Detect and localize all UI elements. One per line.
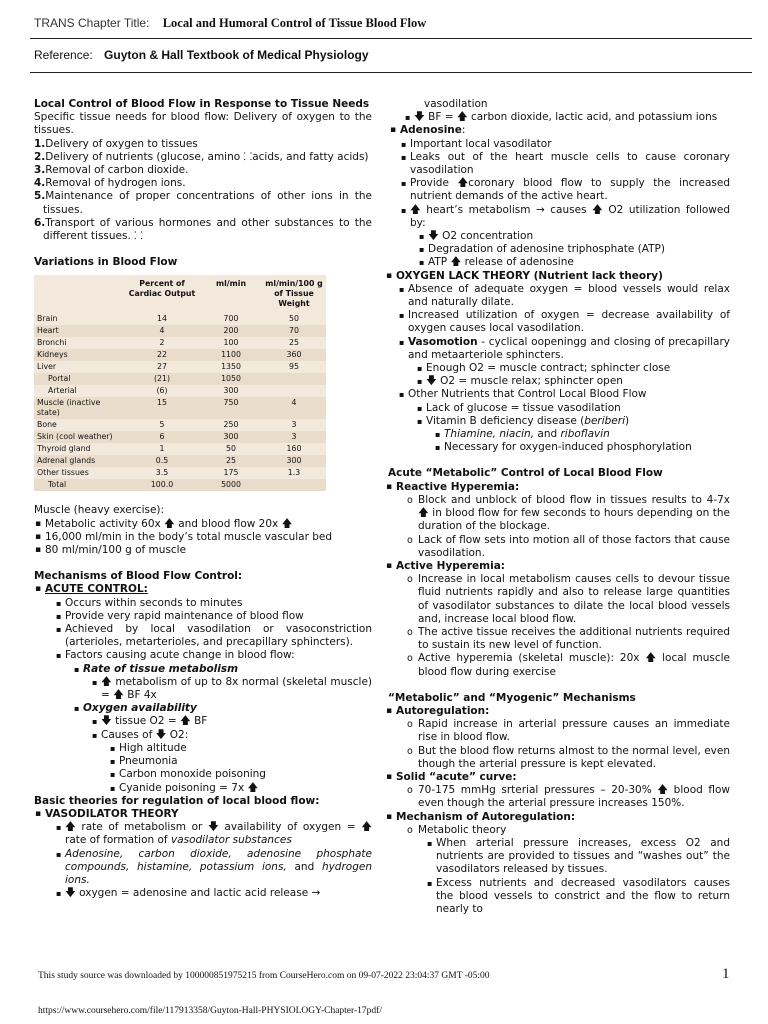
mechanisms-list	[34, 583, 372, 794]
list-item: ▪ Adenosine, carbon dioxide, adenosine phosphate compounds, histamine, potassium ions, and hydrogen ions.	[65, 848, 372, 888]
list-item: ▪ Pneumonia	[119, 755, 372, 768]
section-heading-variations: Variations in Blood Flow	[34, 256, 178, 269]
list-item: ▪ Adenosine: ▪ Important local vasodilator ▪ Leaks out of the heart muscle cells to cause coronary vasodilation ▪ Provide 🡅coronary blood flow to supply the increased nutrient demands of the active heart. ▪ 🡅 heart’s metabolism → causes 🡅 O2 utilization followed by: ▪ 🡇 O2 concentration ▪ Degradation of adenosine triphosphate (ATP) ▪ ATP 🡅 release of adenosine	[400, 124, 730, 269]
table-cell: 1100	[221, 350, 241, 360]
autoregulation-list	[388, 705, 730, 916]
table-cell: Portal	[48, 374, 71, 384]
list-item: ▪ High altitude	[119, 742, 372, 755]
list-item: ▪ Solid “acute” curve: o 70-175 mmHg srterial pressures – 20-30% 🡅 blood flow even though the arterial pressure increases 150%.	[396, 771, 730, 811]
table-cell: 70	[289, 326, 299, 336]
table-row	[34, 479, 326, 491]
chapter-title-row	[34, 16, 426, 31]
table-cell: (6)	[156, 386, 168, 396]
table-cell: 750	[223, 398, 239, 408]
left-column	[34, 98, 372, 900]
list-item: ▪ Metabolic activity 60x 🡅 and blood flow 20x 🡅	[45, 518, 372, 531]
table-cell: (21)	[153, 374, 170, 384]
list-item: ▪ 🡇 oxygen = adenosine and lactic acid release →	[65, 887, 372, 900]
download-source-note: This study source was downloaded by 100000851975215 from CourseHero.com on 09-07-2022 23:04:37 GMT -05:00	[38, 971, 490, 981]
table-cell: 3.5	[155, 468, 169, 478]
table-header: Percent of Cardiac Output	[128, 279, 196, 299]
list-item: ▪ 🡇 tissue O2 = 🡅 BF	[101, 715, 372, 728]
table-cell: 250	[223, 420, 239, 430]
list-item: ▪ Occurs within seconds to minutes	[65, 597, 372, 610]
list-item: ▪ Excess nutrients and decreased vasodilators causes the blood vessels to constrict and the flow to return nearly to	[436, 877, 730, 917]
table-row	[34, 373, 326, 385]
list-item: ▪ Vasomotion - cyclical oopeningg and closing of precapillary and metaarteriole sphincters. ▪ Enough O2 = muscle contract; sphincter close ▪ 🡇 O2 = muscle relax; sphincter open	[408, 336, 730, 389]
list-item: o Rapid increase in arterial pressure causes an immediate rise in blood flow.	[418, 718, 730, 744]
table-cell: Arterial	[48, 386, 77, 396]
muscle-heading: Muscle (heavy exercise):	[34, 504, 165, 517]
table-cell: 0.5	[155, 456, 169, 466]
reference-divider	[30, 72, 752, 73]
table-cell: 15	[157, 398, 167, 408]
table-cell: Muscle (inactive state)	[37, 398, 101, 418]
reference-row	[34, 48, 369, 62]
section-heading-local-control: Local Control of Blood Flow in Response to Tissue Needs	[34, 98, 370, 110]
table-header: ml/min	[216, 279, 246, 289]
reference-value: Guyton & Hall Textbook of Medical Physiology	[104, 48, 369, 62]
theories-list	[34, 808, 372, 900]
list-item: o Increase in local metabolism causes cells to devour tissue fluid nutrients rapidly and also to release large quantities of vasodilator substances to dilate the local blood vessels and, increase local blood flow.	[418, 573, 730, 626]
section-heading-mechanisms: Mechanisms of Blood Flow Control:	[34, 570, 243, 583]
list-item: ▪ Mechanism of Autoregulation: o Metabolic theory ▪ When arterial pressure increases, excess O2 and nutrients are provided to tissues and “washes out” the vasodilators released by tissues. ▪ Excess nutrients and decreased vasodilators causes the blood vessels to constrict and the flow to return nearly to	[396, 811, 730, 917]
continued-text: vasodilation	[424, 98, 488, 110]
chapter-title: Local and Humoral Control of Tissue Blood Flow	[162, 16, 427, 30]
table-cell: 1350	[221, 362, 241, 372]
list-item: ▪ 🡇 O2 = muscle relax; sphincter open	[426, 375, 730, 388]
list-item: ▪ Oxygen availability ▪ 🡇 tissue O2 = 🡅 BF ▪ Causes of 🡇 O2: ▪ High altitude ▪ Pneumonia ▪ Carbon monoxide poisoning ▪ Cyanide poisoning = 7x 🡅	[83, 702, 372, 794]
table-cell: Other tissues	[37, 468, 89, 478]
hyperemia-list	[388, 481, 730, 679]
list-item: ▪ Necessary for oxygen-induced phosphorylation	[444, 441, 730, 454]
header-divider	[30, 38, 752, 39]
table-row	[34, 443, 326, 455]
list-item: ▪ Lack of glucose = tissue vasodilation	[426, 402, 730, 415]
table-cell: 27	[157, 362, 167, 372]
table-cell: 700	[223, 314, 239, 324]
table-cell: 14	[157, 314, 167, 324]
list-item: o The active tissue receives the additional nutrients required to sustain its new level of function.	[418, 626, 730, 652]
reference-label: Reference:	[34, 48, 93, 62]
table-row	[34, 397, 326, 419]
section-heading-acute-metabolic: Acute “Metabolic” Control of Local Blood Flow	[388, 467, 663, 480]
list-item: o Metabolic theory ▪ When arterial pressure increases, excess O2 and nutrients are provided to tissues and “washes out” the vasodilators released by tissues. ▪ Excess nutrients and decreased vasodilators causes the blood vessels to constrict and the flow to return nearly to	[418, 824, 730, 916]
table-row	[34, 431, 326, 443]
list-item: ▪ OXYGEN LACK THEORY (Nutrient lack theory) ▪ Absence of adequate oxygen = blood vessels would relax and naturally dilate. ▪ Increased utilization of oxygen = decrease availability of oxygen causes local vasodilation. ▪ Vasomotion - cyclical oopeningg and closing of precapillary and metaarteriole sphincters. ▪ Enough O2 = muscle contract; sphincter close ▪ 🡇 O2 = muscle relax; sphincter open ▪ Other Nutrients that Control Local Blood Flow ▪ Lack of glucose = tissue vasodilation ▪ Vitamin B deficiency disease (beriberi) ▪ Thiamine, niacin, and riboflavin ▪ Necessary for oxygen-induced phosphorylation	[396, 270, 730, 455]
page-number: 1	[722, 966, 730, 982]
list-item: 2.Delivery of nutrients (glucose, amino ⸬acids, and fatty acids)	[34, 150, 369, 163]
table-row	[34, 361, 326, 373]
table-row	[34, 313, 326, 325]
table-row	[34, 467, 326, 479]
table-row	[34, 349, 326, 361]
list-item: 1.Delivery of oxygen to tissues	[34, 137, 198, 150]
table-cell: Kidneys	[37, 350, 68, 360]
list-item: ▪ Leaks out of the heart muscle cells to cause coronary vasodilation	[410, 151, 730, 177]
section-heading-theories: Basic theories for regulation of local blood flow:	[34, 794, 320, 807]
table-row	[34, 455, 326, 467]
list-item: ▪ Factors causing acute change in blood flow: ▪ Rate of tissue metabolism ▪ 🡅 metabolism of up to 8x normal (skeletal muscle) = 🡅 BF 4x ▪ Oxygen availability ▪ 🡇 tissue O2 = 🡅 BF ▪ Causes of 🡇 O2: ▪ High altitude ▪ Pneumonia ▪ Carbon monoxide poisoning ▪ Cyanide poisoning = 7x 🡅	[65, 649, 372, 794]
table-cell: 160	[286, 444, 302, 454]
oxygen-lack-list	[388, 270, 730, 455]
list-item: ▪ Carbon monoxide poisoning	[119, 768, 372, 781]
right-column	[388, 98, 730, 916]
table-cell: 100	[223, 338, 239, 348]
list-item: ▪ ACUTE CONTROL: ▪ Occurs within seconds to minutes ▪ Provide very rapid maintenance of blood flow ▪ Achieved by local vasodilation or vasoconstriction (arterioles, metarterioles, and precapillary sphincters). ▪ Factors causing acute change in blood flow: ▪ Rate of tissue metabolism ▪ 🡅 metabolism of up to 8x normal (skeletal muscle) = 🡅 BF 4x ▪ Oxygen availability ▪ 🡇 tissue O2 = 🡅 BF ▪ Causes of 🡇 O2: ▪ High altitude ▪ Pneumonia ▪ Carbon monoxide poisoning ▪ Cyanide poisoning = 7x 🡅	[45, 583, 372, 794]
table-row	[34, 385, 326, 397]
list-item: ▪ 🡅 rate of metabolism or 🡇 availability of oxygen = 🡅 rate of formation of vasodilator substances	[65, 821, 372, 847]
table-cell: 50	[226, 444, 236, 454]
intro-paragraph: Specific tissue needs for blood flow: Delivery of oxygen to the tissues.	[34, 111, 372, 137]
source-url[interactable]: https://www.coursehero.com/file/117913358/Guyton-Hall-PHYSIOLOGY-Chapter-17pdf/	[38, 1006, 382, 1016]
table-cell: Total	[48, 480, 67, 490]
table-cell: 4	[291, 398, 297, 408]
list-item: ▪ Causes of 🡇 O2: ▪ High altitude ▪ Pneumonia ▪ Carbon monoxide poisoning ▪ Cyanide poisoning = 7x 🡅	[101, 729, 372, 795]
table-cell: 50	[289, 314, 299, 324]
list-item: ▪ ATP 🡅 release of adenosine	[428, 256, 730, 269]
list-item: ▪ 🡅 heart’s metabolism → causes 🡅 O2 utilization followed by: ▪ 🡇 O2 concentration ▪ Degradation of adenosine triphosphate (ATP) ▪ ATP 🡅 release of adenosine	[410, 204, 730, 270]
table-cell: 100.0	[150, 480, 174, 490]
table-cell: 2	[159, 338, 165, 348]
table-cell: 300	[223, 432, 239, 442]
table-cell: 300	[286, 456, 302, 466]
list-item: ▪ 80 ml/min/100 g of muscle	[45, 544, 372, 557]
list-item: ▪ Autoregulation: o Rapid increase in arterial pressure causes an immediate rise in blood flow. o But the blood flow returns almost to the normal level, even though the arterial pressure is kept elevated.	[396, 705, 730, 771]
bf-list	[388, 111, 730, 124]
list-item: ▪ Other Nutrients that Control Local Blood Flow ▪ Lack of glucose = tissue vasodilation ▪ Vitamin B deficiency disease (beriberi) ▪ Thiamine, niacin, and riboflavin ▪ Necessary for oxygen-induced phosphorylation	[408, 388, 730, 454]
table-cell: 5000	[221, 480, 241, 490]
list-item: ▪ Active Hyperemia: o Increase in local metabolism causes cells to devour tissue fluid nutrients rapidly and also to release large quantities of vasodilator substances to dilate the local blood vessels and, increase local blood flow. o The active tissue receives the additional nutrients required to sustain its new level of function. o Active hyperemia (skeletal muscle): 20x 🡅 local muscle blood flow during exercise	[396, 560, 730, 679]
table-cell	[262, 385, 326, 397]
table-cell: Heart	[37, 326, 59, 336]
list-item: ▪ 16,000 ml/min in the body’s total muscle vascular bed	[45, 531, 372, 544]
list-item: ▪ Degradation of adenosine triphosphate (ATP)	[428, 243, 730, 256]
table-cell: 1050	[221, 374, 241, 384]
table-header	[34, 275, 124, 313]
table-cell: Skin (cool weather)	[37, 432, 113, 442]
table-cell: 95	[289, 362, 299, 372]
list-item: ▪ 🡇 O2 concentration	[428, 230, 730, 243]
table-cell: 6	[159, 432, 165, 442]
blood-flow-table	[34, 275, 326, 491]
list-item: o But the blood flow returns almost to the normal level, even though the arterial pressure is kept elevated.	[418, 745, 730, 771]
table-cell: Thyroid gland	[37, 444, 91, 454]
table-cell: 360	[286, 350, 302, 360]
table-cell: 22	[157, 350, 167, 360]
table-header-row	[34, 275, 326, 313]
list-item: 4.Removal of hydrogen ions.	[34, 177, 186, 190]
table-cell: 3	[291, 420, 297, 430]
list-item: ▪ Important local vasodilator	[410, 138, 730, 151]
table-row	[34, 337, 326, 349]
table-cell: Brain	[37, 314, 58, 324]
list-item: o Active hyperemia (skeletal muscle): 20x 🡅 local muscle blood flow during exercise	[418, 652, 730, 678]
list-item: ▪ Enough O2 = muscle contract; sphincter close	[426, 362, 730, 375]
needs-list	[34, 138, 372, 244]
table-cell: Liver	[37, 362, 57, 372]
list-item: o Block and unblock of blood flow in tissues results to 4-7x 🡅 in blood flow for few seconds to hours depending on the duration of the blockage.	[418, 494, 730, 534]
table-cell: 175	[223, 468, 239, 478]
list-item: ▪ Vitamin B deficiency disease (beriberi) ▪ Thiamine, niacin, and riboflavin ▪ Necessary for oxygen-induced phosphorylation	[426, 415, 730, 455]
list-item: 3.Removal of carbon dioxide.	[34, 164, 189, 177]
list-item: ▪ VASODILATOR THEORY ▪ 🡅 rate of metabolism or 🡇 availability of oxygen = 🡅 rate of formation of vasodilator substances ▪ Adenosine, carbon dioxide, adenosine phosphate compounds, histamine, potassium ions, and hydrogen ions. ▪ 🡇 oxygen = adenosine and lactic acid release →	[45, 808, 372, 900]
list-item: ▪ 🡇 BF = 🡅 carbon dioxide, lactic acid, and potassium ions	[414, 111, 730, 124]
adenosine-list	[388, 124, 730, 269]
list-item: ▪ When arterial pressure increases, excess O2 and nutrients are provided to tissues and “washes out” the vasodilators released by tissues.	[436, 837, 730, 877]
list-item: ▪ Achieved by local vasodilation or vasoconstriction (arterioles, metarterioles, and precapillary sphincters).	[65, 623, 372, 649]
list-item: o 70-175 mmHg srterial pressures – 20-30% 🡅 blood flow even though the arterial pressure increases 150%.	[418, 784, 730, 810]
list-item: ▪ Reactive Hyperemia: o Block and unblock of blood flow in tissues results to 4-7x 🡅 in blood flow for few seconds to hours depending on the duration of the blockage. o Lack of flow sets into motion all of those factors that cause vasodilation.	[396, 481, 730, 560]
table-cell: 200	[223, 326, 239, 336]
table-row	[34, 325, 326, 337]
chapter-title-label: TRANS Chapter Title:	[34, 16, 150, 30]
table-cell	[262, 373, 326, 385]
list-item: ▪ Thiamine, niacin, and riboflavin	[444, 428, 730, 441]
list-item: ▪ Provide very rapid maintenance of blood flow	[65, 610, 372, 623]
list-item: ▪ Increased utilization of oxygen = decrease availability of oxygen causes local vasodilation.	[408, 309, 730, 335]
table-cell: 3	[291, 432, 297, 442]
table-cell: 4	[159, 326, 165, 336]
list-item: ▪ Absence of adequate oxygen = blood vessels would relax and naturally dilate.	[408, 283, 730, 309]
table-cell: Bone	[37, 420, 57, 430]
table-cell: 1.3	[287, 468, 301, 478]
table-cell	[262, 479, 326, 491]
table-header: ml/min/100 g of Tissue Weight	[265, 279, 323, 309]
list-item: ▪ Cyanide poisoning = 7x 🡅	[119, 782, 372, 795]
table-cell: 1	[159, 444, 165, 454]
list-item: 6.Transport of various hormones and other substances to the different tissues. ⸬	[34, 216, 372, 243]
table-cell: 25	[289, 338, 299, 348]
table-cell: 5	[159, 420, 165, 430]
table-cell: Bronchi	[37, 338, 67, 348]
list-item: ▪ Provide 🡅coronary blood flow to supply the increased nutrient demands of the active heart.	[410, 177, 730, 203]
table-cell: 300	[223, 386, 239, 396]
section-heading-myogenic: “Metabolic” and “Myogenic” Mechanisms	[388, 691, 636, 704]
muscle-list	[34, 518, 372, 558]
list-item: o Lack of flow sets into motion all of those factors that cause vasodilation.	[418, 534, 730, 560]
table-cell: Adrenal glands	[37, 456, 96, 466]
table-row	[34, 419, 326, 431]
list-item: 5.Maintenance of proper concentrations of other ions in the tissues.	[34, 190, 372, 216]
table-cell: 25	[226, 456, 236, 466]
list-item: ▪ 🡅 metabolism of up to 8x normal (skeletal muscle) = 🡅 BF 4x	[101, 676, 372, 702]
list-item: ▪ Rate of tissue metabolism ▪ 🡅 metabolism of up to 8x normal (skeletal muscle) = 🡅 BF 4x	[83, 663, 372, 703]
